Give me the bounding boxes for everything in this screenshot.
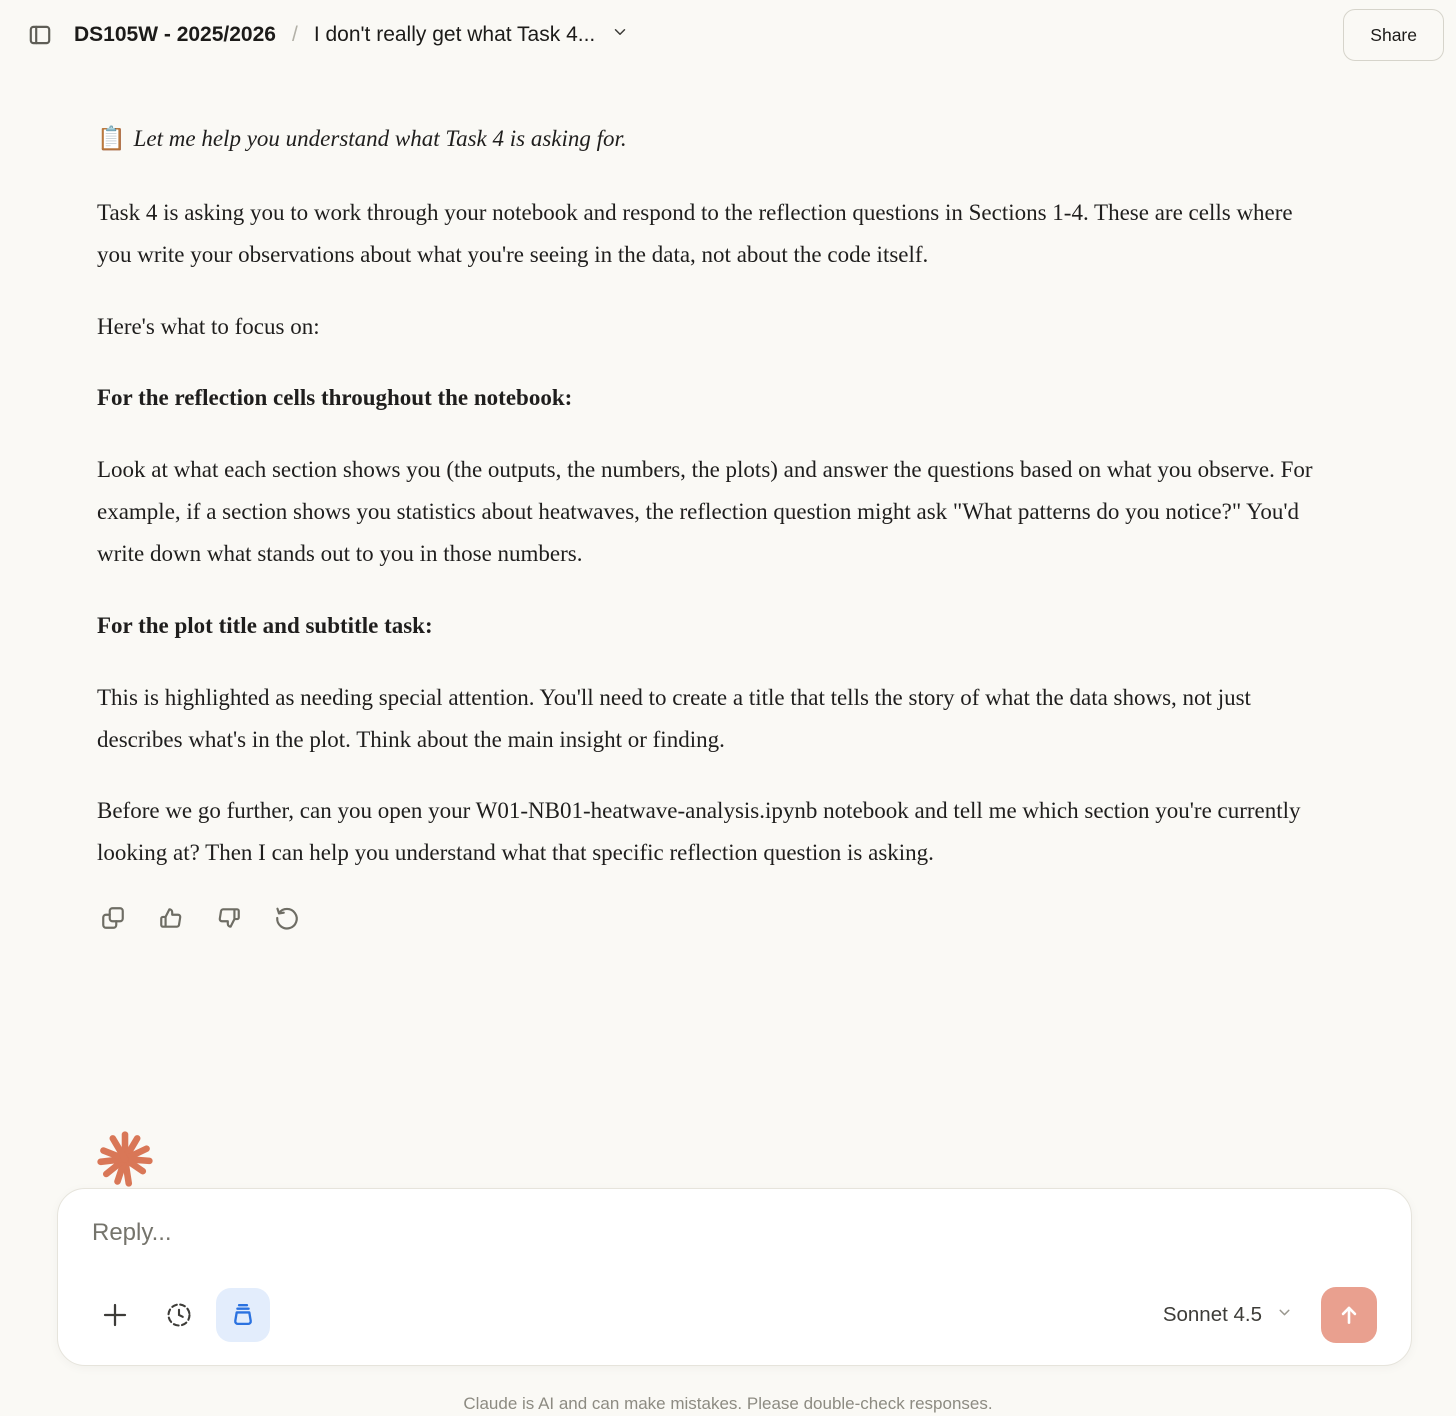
chevron-down-icon (611, 23, 629, 47)
claude-logo-icon (95, 1122, 155, 1196)
composer-toolbar (92, 1287, 1377, 1343)
model-label: Sonnet 4.5 (1162, 1303, 1262, 1326)
message-paragraph: This is highlighted as needing special attention. You'll need to create a title that tells the story of what the data shows, not just describes what's in the plot. Think about the main insight or finding. (97, 684, 1251, 752)
clipboard-emoji: 📋 (97, 126, 126, 151)
send-button[interactable] (1321, 1287, 1377, 1343)
conversation-title: I don't really get what Task 4... (313, 23, 596, 46)
reply-input[interactable] (92, 1219, 1377, 1247)
conversation-title-menu[interactable] (314, 23, 629, 47)
breadcrumb-project[interactable]: DS105W - 2025/2026 (74, 23, 276, 46)
message-paragraph: Look at what each section shows you (the outputs, the numbers, the plots) and answer the questions based on what you observe. For example, if a section shows you statistics about heatwaves, the reflection question might ask "What patterns do you notice?" You'd write down what stands out to you in those numbers. (97, 457, 1313, 567)
thumbs-down-icon[interactable] (215, 904, 242, 931)
message-intro (97, 118, 1322, 160)
chevron-down-icon (1276, 1303, 1293, 1327)
copy-icon[interactable] (99, 904, 126, 931)
message-action-bar (97, 904, 1322, 931)
message-paragraph: Here's what to focus on: (97, 313, 320, 339)
attach-plus-icon[interactable] (92, 1292, 138, 1338)
project-files-icon[interactable] (216, 1288, 270, 1342)
message-heading: For the reflection cells throughout the notebook: (97, 385, 573, 411)
reply-composer (57, 1188, 1412, 1366)
disclaimer-text: Claude is AI and can make mistakes. Please double-check responses. (463, 1394, 993, 1413)
sidebar-toggle-icon[interactable] (20, 15, 60, 55)
message-intro-text: Let me help you understand what Task 4 is asking for. (133, 126, 627, 151)
model-selector[interactable] (1163, 1303, 1293, 1327)
breadcrumb-separator: / (291, 23, 298, 46)
message-paragraph: Task 4 is asking you to work through your notebook and respond to the reflection questions in Sections 1-4. These are cells where you write your observations about what you're seeing in the data, not about the code itself. (97, 199, 1293, 267)
thumbs-up-icon[interactable] (157, 904, 184, 931)
message-heading: For the plot title and subtitle task: (97, 612, 433, 638)
assistant-message (0, 70, 1456, 931)
history-clock-icon[interactable] (156, 1292, 202, 1338)
retry-icon[interactable] (273, 904, 300, 931)
share-button[interactable]: Share (1343, 9, 1444, 61)
top-bar (0, 0, 1456, 70)
message-paragraph: Before we go further, can you open your W01-NB01-heatwave-analysis.ipynb notebook and tell me which section you're currently looking at? Then I can help you understand what that specific reflection question is asking. (97, 798, 1301, 866)
